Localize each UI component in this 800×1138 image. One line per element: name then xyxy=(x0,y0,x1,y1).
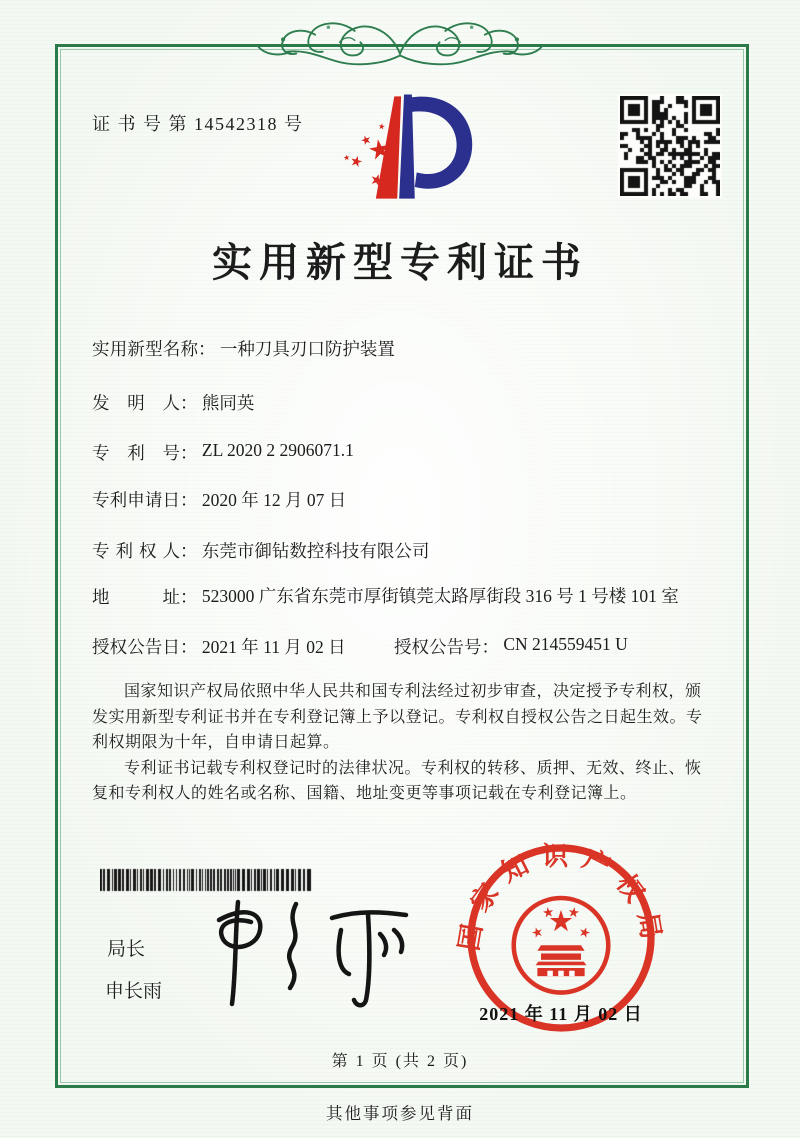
page-number: 第 1 页 (共 2 页) xyxy=(331,1053,469,1070)
legal-paragraph-2: 专利证书记载专利权登记时的法律状况。专利权的转移、质押、无效、终止、恢复和专利权人的姓名或名称、国籍、地址变更等事项记载在专利登记簿上。 xyxy=(92,759,702,803)
field-value: 2020 年 12 月 07 日 xyxy=(201,490,347,510)
field-label: 授权公告号 xyxy=(393,637,482,657)
field-row-grant-announcement xyxy=(92,634,712,659)
field-row-patentee xyxy=(92,538,712,563)
grant-publication-pair xyxy=(393,634,628,657)
field-label: 实用新型名称 xyxy=(92,339,198,359)
field-value: 熊同英 xyxy=(201,393,255,413)
certificate-number: 证 书 号 第 14542318 号 xyxy=(92,114,304,134)
qr-code-image xyxy=(620,96,720,196)
field-row-inventor xyxy=(92,390,712,415)
commissioner-name: 申长雨 xyxy=(105,981,163,1002)
legal-text-block xyxy=(92,679,712,807)
field-label: 专利号 xyxy=(92,443,180,463)
field-row-patent-number xyxy=(92,440,712,465)
commissioner-title: 局长 xyxy=(107,939,146,960)
field-label: 地址 xyxy=(92,587,180,607)
field-row-utility-model-name xyxy=(92,336,712,361)
field-colon: ： xyxy=(180,587,198,607)
field-value: 523000 广东省东莞市厚街镇莞太路厚街段 316 号 1 号楼 101 室 xyxy=(201,586,679,606)
national-emblem xyxy=(514,898,609,993)
signature-handwriting xyxy=(208,890,423,1012)
field-colon: ： xyxy=(481,637,499,657)
field-colon: ： xyxy=(180,490,198,510)
field-value: 一种刀具刃口防护装置 xyxy=(219,339,395,359)
field-value: CN 214559451 U xyxy=(503,634,628,654)
field-value: 2021 年 11 月 02 日 xyxy=(201,637,346,657)
field-value: 东莞市御钻数控科技有限公司 xyxy=(201,541,430,561)
logo-blue-p-bowl xyxy=(411,97,472,189)
field-label: 专利权人 xyxy=(92,541,180,561)
qr-code xyxy=(618,94,722,198)
back-side-note: 其他事项参见背面 xyxy=(326,1104,474,1123)
field-colon: ： xyxy=(180,637,198,657)
field-label: 授权公告日 xyxy=(92,637,180,657)
field-row-address xyxy=(92,584,712,609)
cnipa-logo xyxy=(333,88,479,208)
field-label: 发明人 xyxy=(92,393,180,413)
top-flourish-ornament xyxy=(240,14,560,80)
field-colon: ： xyxy=(198,339,216,359)
certificate-title: 实用新型专利证书 xyxy=(212,240,588,285)
seal-ring-text: 国家知识产权局 xyxy=(454,841,668,953)
field-colon: ： xyxy=(180,393,198,413)
field-colon: ： xyxy=(180,541,198,561)
field-label: 专利申请日 xyxy=(92,490,180,510)
field-colon: ： xyxy=(180,443,198,463)
barcode-image xyxy=(100,868,312,892)
field-value: ZL 2020 2 2906071.1 xyxy=(201,440,354,460)
seal-date: 2021 年 11 月 02 日 xyxy=(479,1004,643,1024)
field-row-application-date xyxy=(92,487,712,512)
legal-paragraph-1: 国家知识产权局依照中华人民共和国专利法经过初步审查，决定授予专利权，颁发实用新型专利证书并在专利登记簿上予以登记。专利权自授权公告之日起生效。专利权期限为十年，自申请日起算。 xyxy=(92,683,703,752)
